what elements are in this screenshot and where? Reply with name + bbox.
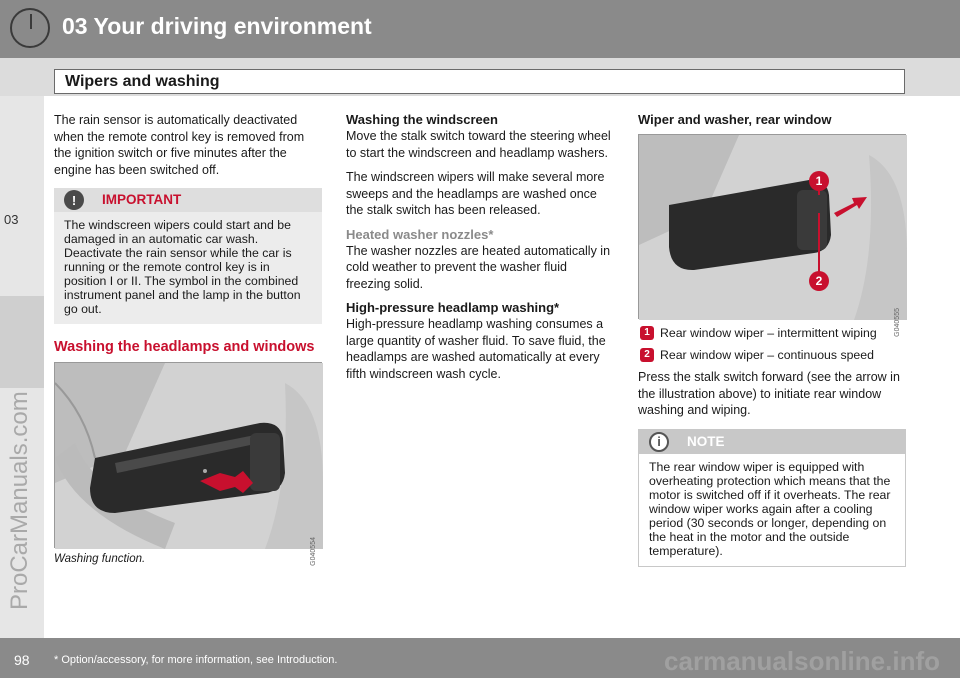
rear-window-paragraph: Press the stalk switch forward (see the arrow in the illustration above) to initiate rear window washing and wiping. <box>638 370 900 417</box>
page-footer <box>0 638 960 678</box>
nozzles-paragraph: The washer nozzles are heated automatically in cold weather to prevent the washer fluid freezing solid. <box>346 243 611 291</box>
callout-1-icon <box>809 171 829 191</box>
callout-2-icon <box>809 271 829 291</box>
important-label: IMPORTANT <box>102 192 182 207</box>
figure-caption: Washing function. <box>54 553 146 565</box>
gauge-icon <box>10 8 50 48</box>
callout-1-label: 1 <box>815 174 823 188</box>
headlamps-heading: Washing the headlamps and windows <box>54 339 315 355</box>
legend-text-2: Rear window wiper – continuous speed <box>660 348 874 362</box>
warning-icon: ! <box>64 190 84 210</box>
legend-item-1 <box>638 325 906 341</box>
chapter-number: 03 <box>4 212 19 227</box>
windscreen-heading: Washing the windscreen <box>346 112 498 127</box>
footnote: * Option/accessory, for more information, see Introduction. <box>54 654 338 666</box>
page-title: 03 Your driving environment <box>62 13 372 39</box>
legend-text-1: Rear window wiper – intermittent wiping <box>660 326 877 340</box>
column-1 <box>54 112 322 565</box>
note-text: The rear window wiper is equipped with overheating protection which means that the motor is switched off if it overheats. The rear window wiper works again after a cooling period (30 seconds or longer, depending on the heat in the motor and the outside temperature). <box>649 459 891 558</box>
legend-number-1: 1 <box>640 326 654 340</box>
figure-code: G040555 <box>894 308 901 337</box>
figure-code: G040554 <box>310 537 317 566</box>
section-title: Wipers and washing <box>65 73 220 90</box>
footer-watermark: carmanualsonline.info <box>664 646 940 676</box>
section-header <box>54 69 905 94</box>
important-text: The windscreen wipers could start and be damaged in an automatic car wash. Deactivate the rain sensor while the car is running or the remote control key is in position I or II. The symbol in the combined instrument panel and the lamp in the button go out. <box>64 218 301 316</box>
important-box <box>54 188 322 324</box>
note-label: NOTE <box>687 433 725 449</box>
high-pressure-paragraph: High-pressure headlamp washing consumes a large quantity of washer fluid. To save fluid, the headlamps are washed automatically at every fifth windscreen wash cycle. <box>346 317 606 381</box>
chapter-tab <box>0 296 44 388</box>
side-watermark: ProCarManuals.com <box>6 391 33 610</box>
note-box <box>638 429 906 567</box>
note-body <box>639 454 905 566</box>
legend-item-2 <box>638 347 906 363</box>
note-header <box>639 430 905 454</box>
rear-window-heading: Wiper and washer, rear window <box>638 112 832 127</box>
high-pressure-heading: High-pressure headlamp washing* <box>346 300 560 315</box>
windscreen-paragraph-1: Move the stalk switch toward the steering wheel to start the windscreen and headlamp washers. <box>346 129 611 160</box>
important-header <box>54 188 322 212</box>
page-header <box>0 0 960 58</box>
important-body <box>54 212 322 324</box>
windscreen-paragraph-2: The windscreen wipers will make several more sweeps and the headlamps are washed once the stalk switch has been released. <box>346 170 605 217</box>
info-icon: i <box>649 432 669 452</box>
page-number: 98 <box>14 652 30 668</box>
legend-number-2: 2 <box>640 348 654 362</box>
nozzles-heading: Heated washer nozzles* <box>346 226 494 242</box>
stalk-illustration <box>55 363 323 549</box>
callout-2-label: 2 <box>815 274 823 288</box>
column-3 <box>638 112 906 581</box>
column-2 <box>346 112 614 390</box>
intro-paragraph: The rain sensor is automatically deactivated when the remote control key is removed from the ignition switch or five minutes after the engine has been switched off. <box>54 113 305 177</box>
rear-stalk-illustration <box>639 135 907 320</box>
